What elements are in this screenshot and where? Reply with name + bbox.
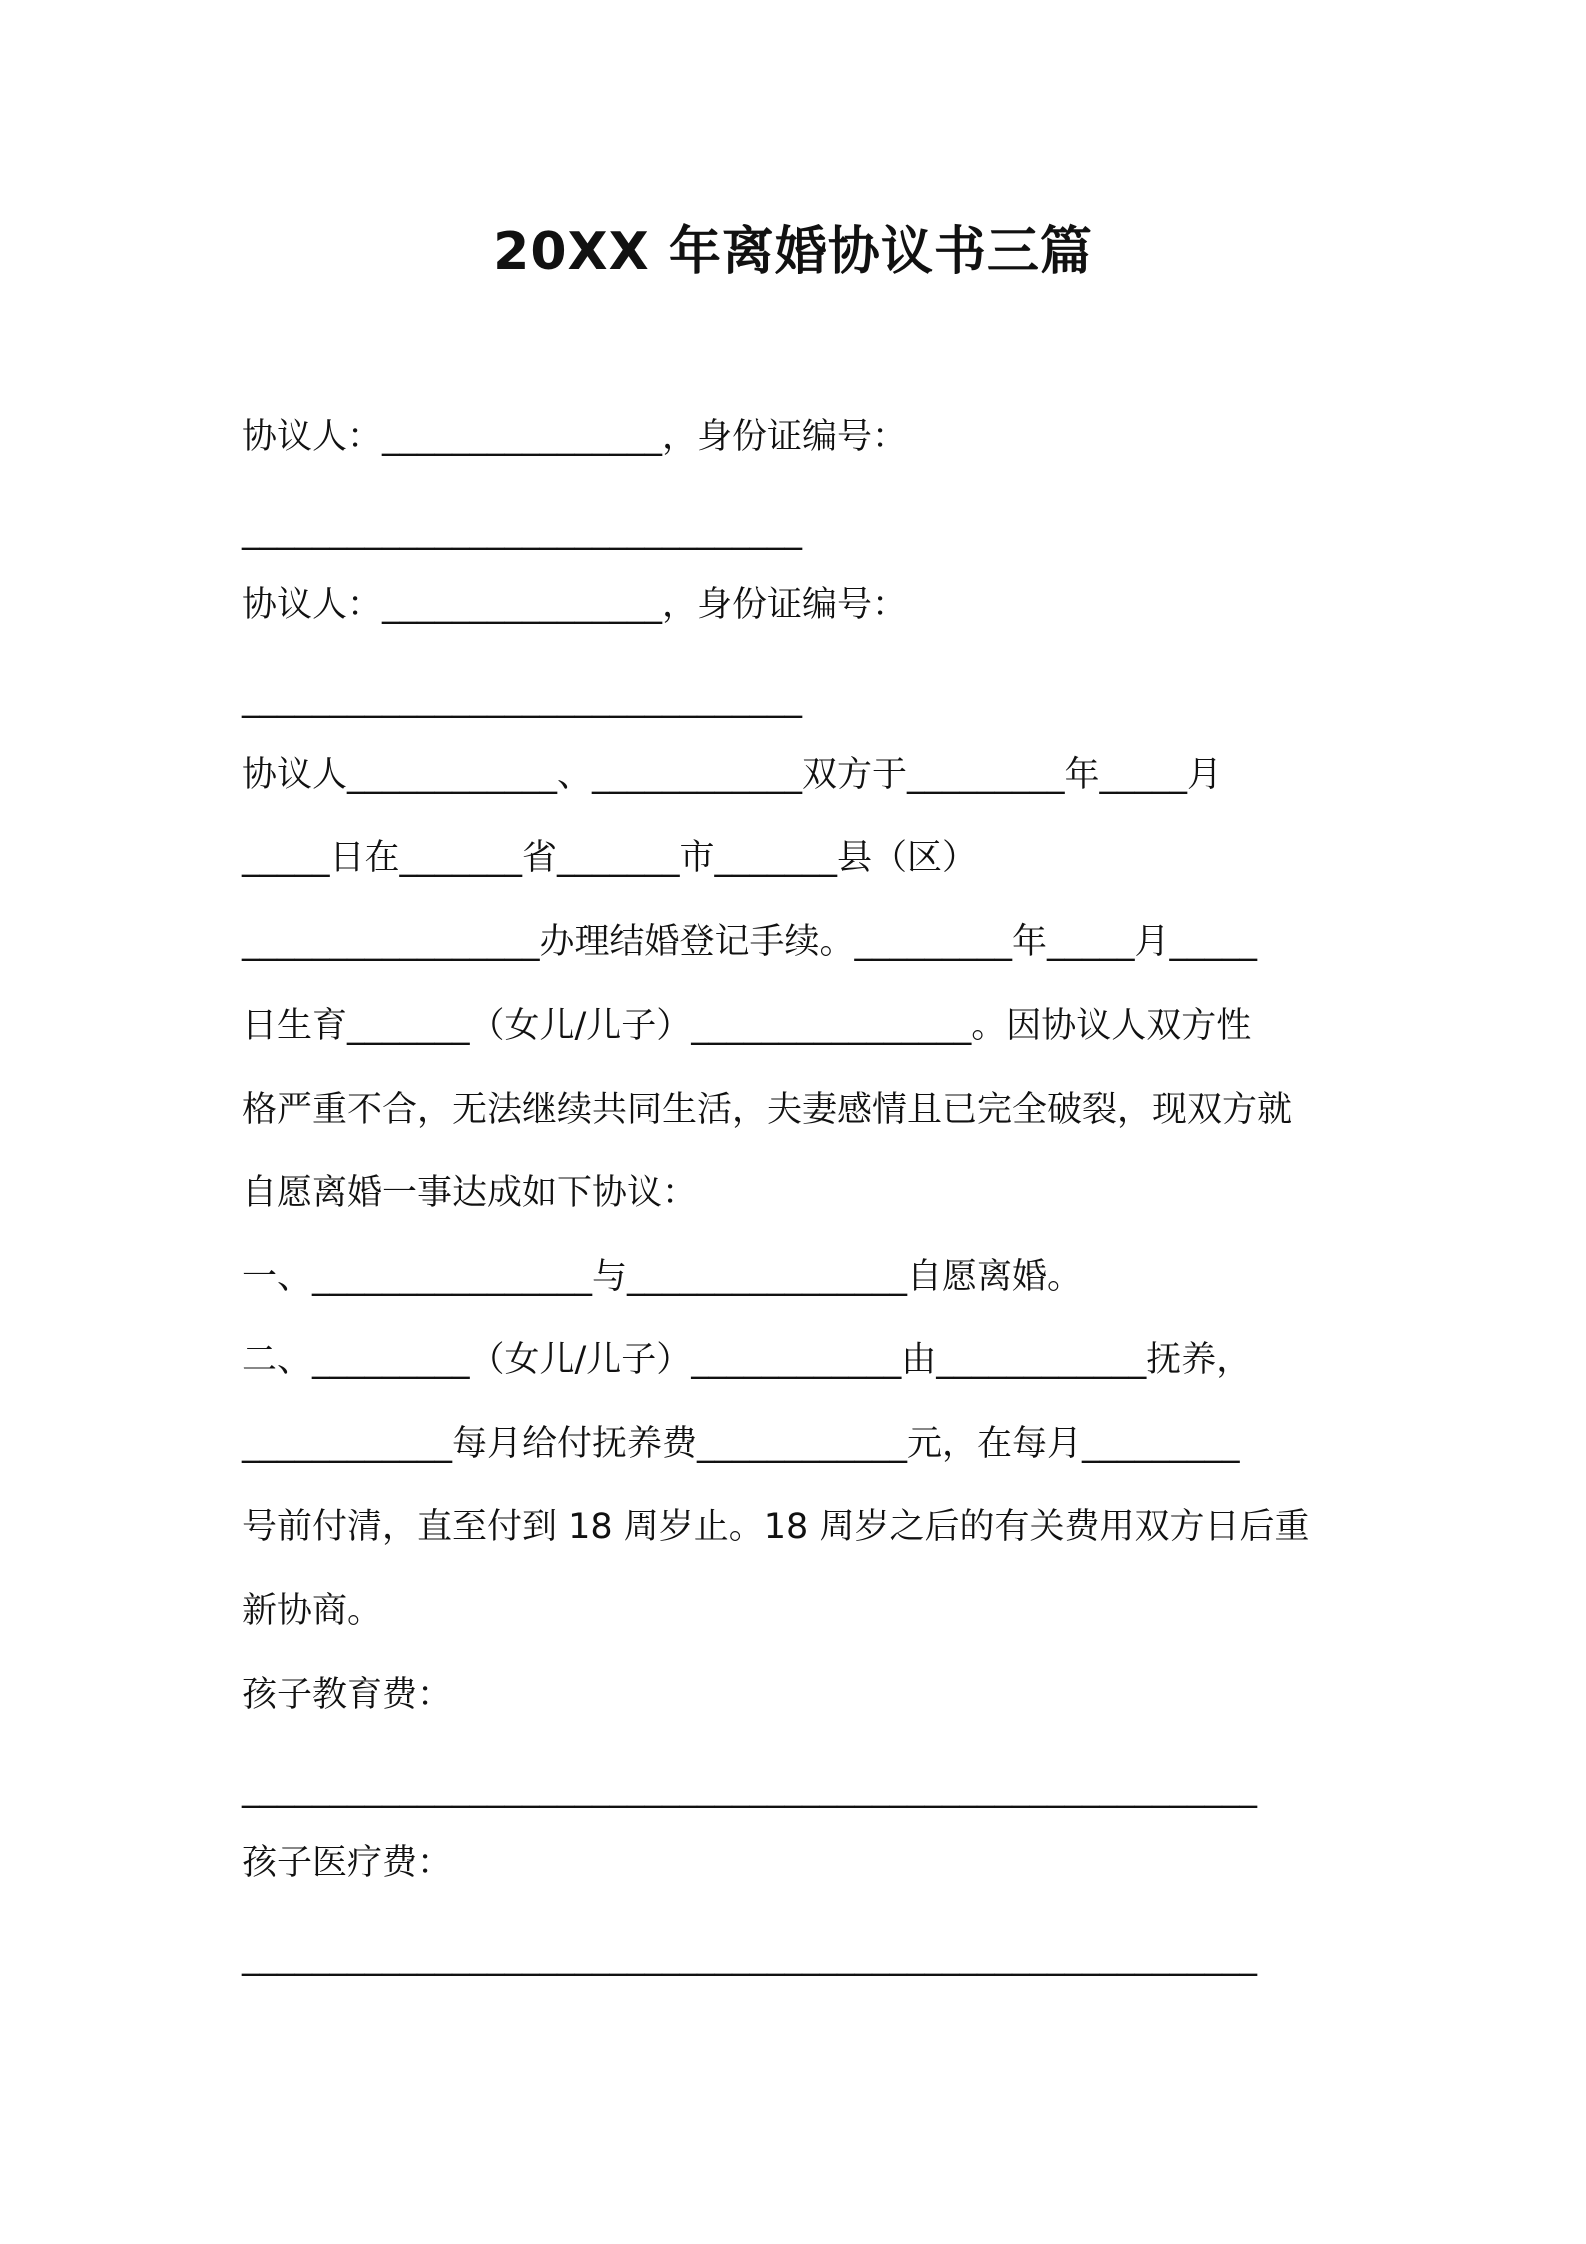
- body-line-4: 日生育_______（女儿/儿子）________________。因协议人双方性: [242, 1006, 1252, 1046]
- clause-2-line-3: 号前付清，直至付到 18 周岁止。18 周岁之后的有关费用双方日后重: [242, 1507, 1310, 1547]
- clause-2-line-1: 二、_________（女儿/儿子）____________由____________抚养，: [242, 1340, 1252, 1380]
- party-2-line: 协议人：________________，身份证编号：: [242, 585, 908, 625]
- body-line-5: 格严重不合，无法继续共同生活，夫妻感情且已完全破裂，现双方就: [242, 1090, 1293, 1130]
- medical-fee-blank: __________________________________________________________: [242, 1937, 1257, 1977]
- body-line-3: _________________办理结婚登记手续。_________年_____月_____: [242, 922, 1258, 962]
- medical-fee-label: 孩子医疗费：: [242, 1843, 453, 1883]
- clause-1: 一、________________与________________自愿离婚。: [242, 1257, 1083, 1297]
- clause-2-line-4: 新协商。: [242, 1591, 383, 1631]
- clause-2-line-2: ____________每月给付抚养费____________元，在每月_________: [242, 1424, 1240, 1464]
- body-line-1: 协议人____________、____________双方于_________年_____月: [242, 755, 1223, 795]
- party-1-line: 协议人：________________，身份证编号：: [242, 417, 908, 457]
- document-title: 20XX 年离婚协议书三篇: [493, 222, 1093, 282]
- education-fee-blank: __________________________________________________________: [242, 1769, 1257, 1809]
- party-2-id-blank: ________________________________: [242, 679, 802, 719]
- education-fee-label: 孩子教育费：: [242, 1675, 453, 1715]
- body-line-2: _____日在_______省_______市_______县（区）: [242, 838, 978, 878]
- body-line-6: 自愿离婚一事达成如下协议：: [242, 1173, 698, 1213]
- party-1-id-blank: ________________________________: [242, 511, 802, 551]
